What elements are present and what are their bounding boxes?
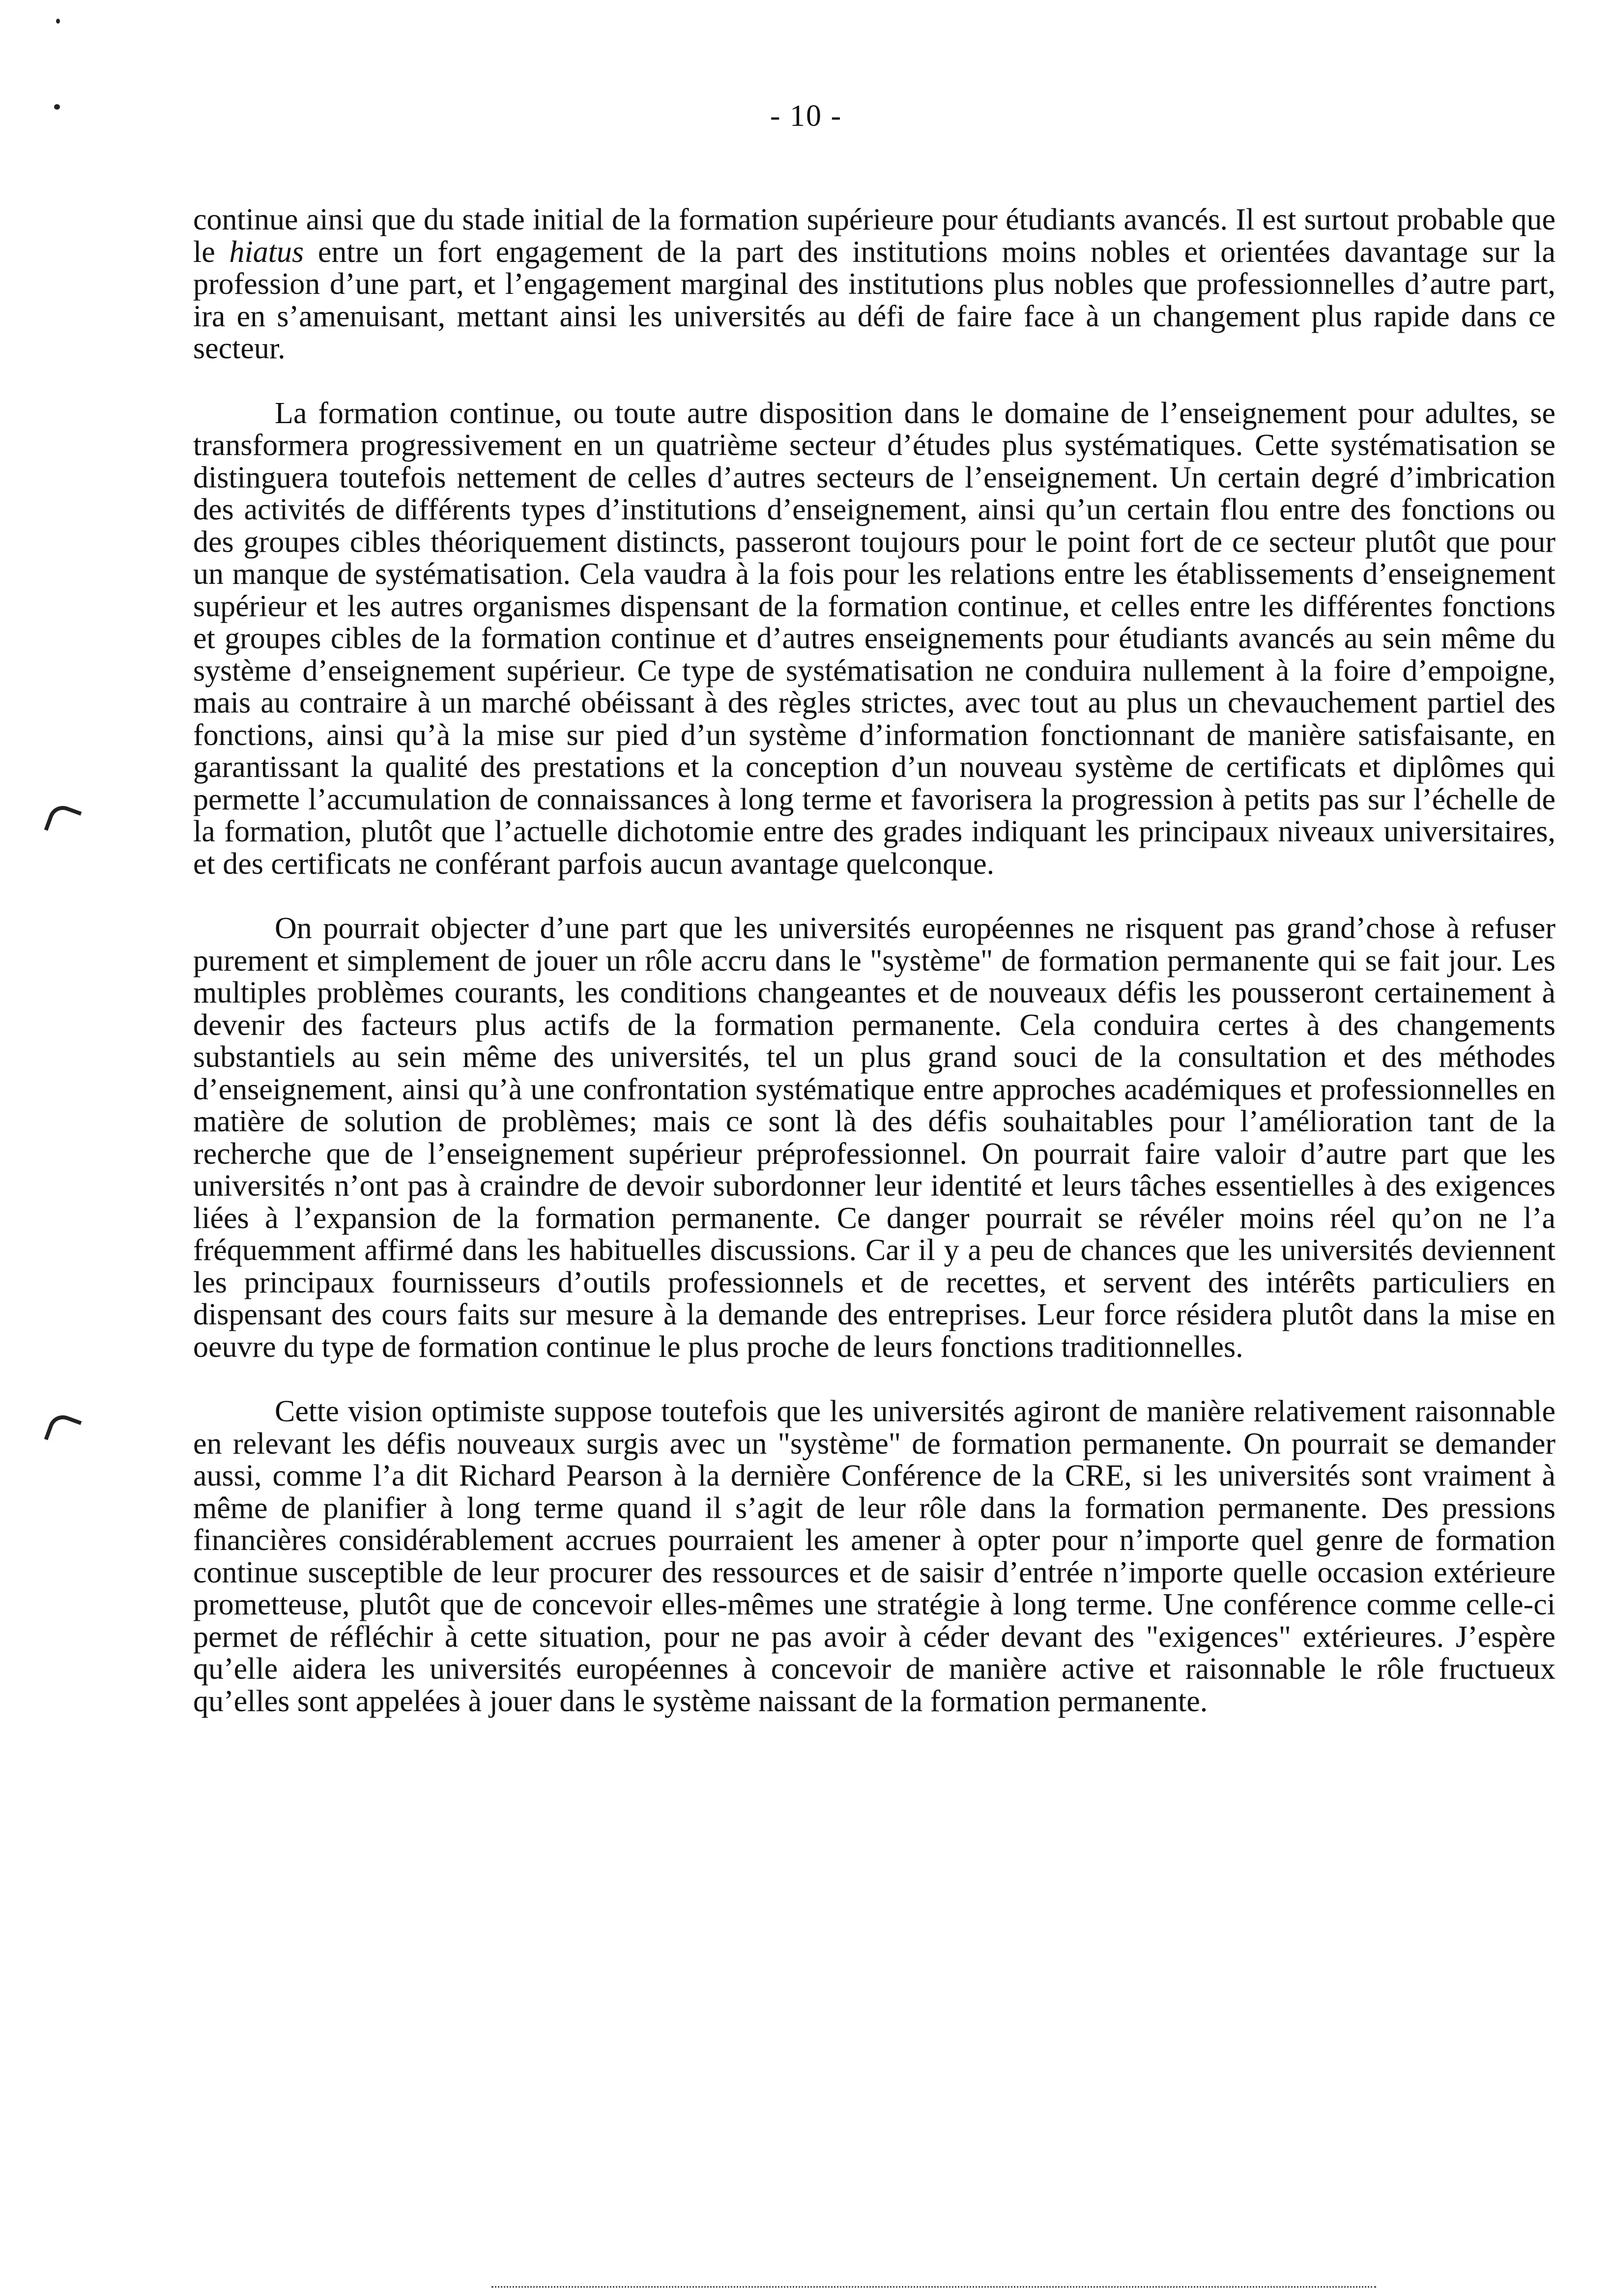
body-text xyxy=(193,204,1555,1750)
bottom-edge-rule xyxy=(491,2286,1376,2288)
paragraph-1-text-end: entre un fort engagement de la part des institutions moins nobles et orientées davantage sur la profession d’une part, et l’engagement marginal des institutions plus nobles que professionnelles d’autre part, ira en s’amenuisant, mettant ainsi les universités au défi de faire face à un changement plus rapide dans ce secteur. xyxy=(193,235,1555,365)
paragraph-2: La formation continue, ou toute autre disposition dans le domaine de l’enseignement pour adultes, se transformera progressivement en un quatrième secteur d’études plus systématiques. Cette systématisation se distinguera toutefois nettement de celles d’autres secteurs de l’enseignement. Un certain degré d’imbrication des activités de différents types d’institutions d’enseignement, ainsi qu’un certain flou entre des fonctions ou des groupes cibles théoriquement distincts, passeront toujours pour le point fort de ce secteur plutôt que pour un manque de systématisation. Cela vaudra à la fois pour les relations entre les établissements d’enseignement supérieur et les autres organismes dispensant de la formation continue, et celles entre les différentes fonctions et groupes cibles de la formation continue et d’autres enseignements pour étudiants avancés au sein même du système d’enseignement supérieur. Ce type de systématisation ne conduira nullement à la foire d’empoigne, mais au contraire à un marché obéissant à des règles strictes, avec tout au plus un chevauchement partiel des fonctions, ainsi qu’à la mise sur pied d’un système d’information fonctionnant de manière satisfaisante, en garantissant la qualité des prestations et la conception d’un nouveau système de certificats et diplômes qui permette l’accumulation de connaissances à long terme et favorisera la progression à petits pas sur l’échelle de la formation, plutôt que l’actuelle dichotomie entre des grades indiquant les principaux niveaux universitaires, et des certificats ne conférant parfois aucun avantage quelconque. xyxy=(193,396,1555,881)
paragraph-1 xyxy=(193,204,1555,365)
margin-hole-mark xyxy=(44,802,82,840)
page-number: - 10 - xyxy=(770,99,842,133)
paragraph-1-text-start: continue ainsi que du stade initial de la formation supérieure pour étudiants avancés. Il est surtout probable que le xyxy=(193,203,1555,269)
margin-hole-mark xyxy=(44,1411,82,1449)
paragraph-4: Cette vision optimiste suppose toutefois que les universités agiront de manière relativement raisonnable en relevant les défis nouveaux surgis avec un "système" de formation permanente. On pourrait se demander aussi, comme l’a dit Richard Pearson à la dernière Conférence de la CRE, si les universités sont vraiment à même de planifier à long terme quand il s’agit de leur rôle dans la formation permanente. Des pressions financières considérablement accrues pourraient les amener à opter pour n’importe quel genre de formation continue susceptible de leur procurer des ressources et de saisir d’entrée n’importe quelle occasion extérieure prometteuse, plutôt que de concevoir elles-mêmes une stratégie à long terme. Une conférence comme celle-ci permet de réfléchir à cette situation, pour ne pas avoir à céder devant des "exigences" extérieures. J’espère qu’elle aidera les universités européennes à concevoir de manière active et raisonnable le rôle fructueux qu’elles sont appelées à jouer dans le système naissant de la formation permanente. xyxy=(193,1395,1555,1718)
italic-term: hiatus xyxy=(229,235,304,269)
paragraph-3: On pourrait objecter d’une part que les universités européennes ne risquent pas grand’chose à refuser purement et simplement de jouer un rôle accru dans le "système" de formation permanente qui se fait jour. Les multiples problèmes courants, les conditions changeantes et de nouveaux défis les pousseront certainement à devenir des facteurs plus actifs de la formation permanente. Cela conduira certes à des changements substantiels au sein même des universités, tel un plus grand souci de la consultation et des méthodes d’enseignement, ainsi qu’à une confrontation systématique entre approches académiques et professionnelles en matière de solution de problèmes; mais ce sont là des défis souhaitables pour l’amélioration tant de la recherche que de l’enseignement supérieur préprofessionnel. On pourrait faire valoir d’autre part que les universités n’ont pas à craindre de devoir subordonner leur identité et leurs tâches essentielles à des exigences liées à l’expansion de la formation permanente. Ce danger pourrait se révéler moins réel qu’on ne l’a fréquemment affirmé dans les habituelles discussions. Car il y a peu de chances que les universités deviennent les principaux fournisseurs d’outils professionnels et de recettes, et servent des intérêts particuliers en dispensant des cours faits sur mesure à la demande des entreprises. Leur force résidera plutôt dans la mise en oeuvre du type de formation continue le plus proche de leurs fonctions traditionnelles. xyxy=(193,912,1555,1364)
scan-speck xyxy=(56,19,60,24)
